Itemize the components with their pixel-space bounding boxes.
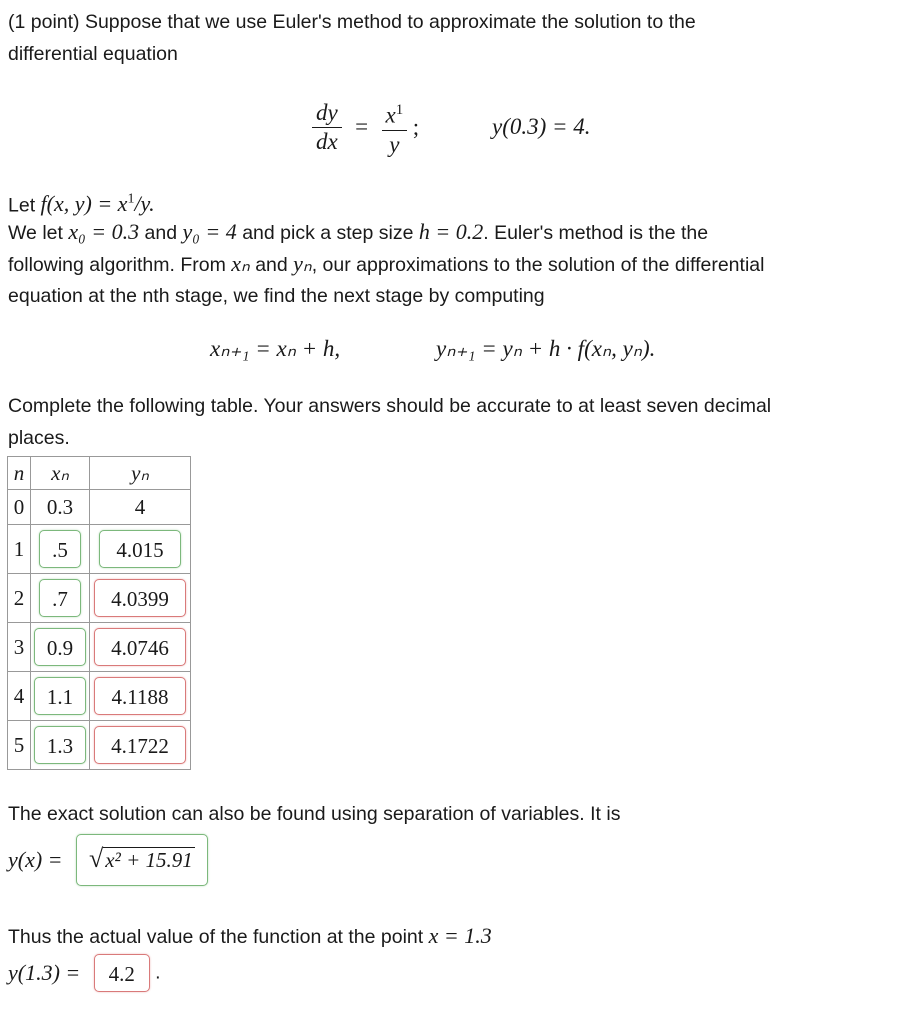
dy-dx-fraction bbox=[312, 99, 342, 156]
x-term: x bbox=[385, 102, 396, 128]
exact-solution-field[interactable] bbox=[76, 834, 208, 886]
dy: dy bbox=[312, 99, 342, 128]
actual-answer-line bbox=[8, 954, 161, 992]
intro-line-1: (1 point) Suppose that we use Euler's method to approximate the solution to the bbox=[8, 11, 696, 33]
formula-x: xₙ₊₁ = xₙ + h, bbox=[210, 336, 341, 361]
x3-answer-field[interactable]: 0.9 bbox=[34, 628, 86, 666]
x-exponent: 1 bbox=[395, 102, 404, 118]
table-row: 1 .5 4.015 bbox=[8, 525, 191, 574]
x4-answer-field[interactable]: 1.1 bbox=[34, 677, 86, 715]
actual-value-line: Thus the actual value of the function at the point x = 1.3 bbox=[8, 923, 492, 948]
f-exponent: 1 bbox=[127, 192, 135, 207]
x1-answer-field[interactable]: .5 bbox=[39, 530, 81, 568]
y3-answer-field[interactable]: 4.0746 bbox=[94, 628, 186, 666]
x0-value: x₀ = 0.3 bbox=[68, 219, 140, 244]
exact-solution-text: The exact solution can also be found using separation of variables. It is bbox=[8, 803, 621, 825]
x-over-y-fraction bbox=[382, 96, 408, 159]
step-line: We let x₀ = 0.3 and y₀ = 4 and pick a step size h = 0.2. Euler's method is the the bbox=[8, 219, 709, 244]
table-header-row bbox=[8, 457, 191, 490]
header-n: n bbox=[8, 457, 31, 490]
y0-value: y₀ = 4 bbox=[182, 219, 237, 244]
y5-answer-field[interactable]: 4.1722 bbox=[94, 726, 186, 764]
x2-answer-field[interactable]: .7 bbox=[39, 579, 81, 617]
euler-table bbox=[7, 456, 191, 770]
algo-line-3: equation at the nth stage, we find the next stage by computing bbox=[8, 285, 545, 307]
exact-solution-value: x² + 15.91 bbox=[105, 848, 193, 872]
table-row: 4 1.1 4.1188 bbox=[8, 672, 191, 721]
y-term: y bbox=[389, 131, 400, 157]
sqrt-icon: √ bbox=[88, 844, 104, 873]
f-definition: f(x, y) = x bbox=[40, 191, 128, 217]
algo-line-2: following algorithm. From xₙ and yₙ, our approximations to the solution of the differential bbox=[8, 251, 765, 276]
table-row: 3 0.9 4.0746 bbox=[8, 623, 191, 672]
exact-solution-line bbox=[8, 834, 208, 886]
header-xn: xₙ bbox=[31, 457, 90, 490]
y1-answer-field[interactable]: 4.015 bbox=[99, 530, 181, 568]
actual-value-field[interactable]: 4.2 bbox=[94, 954, 150, 992]
step-size: h = 0.2 bbox=[418, 219, 484, 244]
y4-answer-field[interactable]: 4.1188 bbox=[94, 677, 186, 715]
exact-label: y(x) = bbox=[8, 847, 63, 872]
semicolon: ; bbox=[412, 114, 420, 140]
header-yn: yₙ bbox=[90, 457, 191, 490]
table-row: 2 .7 4.0399 bbox=[8, 574, 191, 623]
x5-answer-field[interactable]: 1.3 bbox=[34, 726, 86, 764]
table-instructions-1: Complete the following table. Your answers should be accurate to at least seven decimal bbox=[8, 395, 772, 417]
table-row: 0 0.3 4 bbox=[8, 490, 191, 525]
equals-sign: = bbox=[355, 114, 369, 140]
trailing-period: . bbox=[155, 961, 161, 984]
formula-y: yₙ₊₁ = yₙ + h · f(xₙ, yₙ). bbox=[436, 336, 656, 361]
dx: dx bbox=[316, 128, 338, 154]
y2-answer-field[interactable]: 4.0399 bbox=[94, 579, 186, 617]
actual-point: x = 1.3 bbox=[428, 923, 492, 948]
f-definition-tail: /y. bbox=[134, 191, 155, 217]
differential-equation bbox=[312, 96, 419, 159]
table-instructions-2: places. bbox=[8, 427, 70, 449]
initial-condition: y(0.3) = 4. bbox=[492, 114, 591, 139]
table-row: 5 1.3 4.1722 bbox=[8, 721, 191, 770]
let-word: Let bbox=[8, 194, 36, 217]
actual-label: y(1.3) = bbox=[8, 960, 81, 985]
intro-line-2: differential equation bbox=[8, 43, 178, 65]
